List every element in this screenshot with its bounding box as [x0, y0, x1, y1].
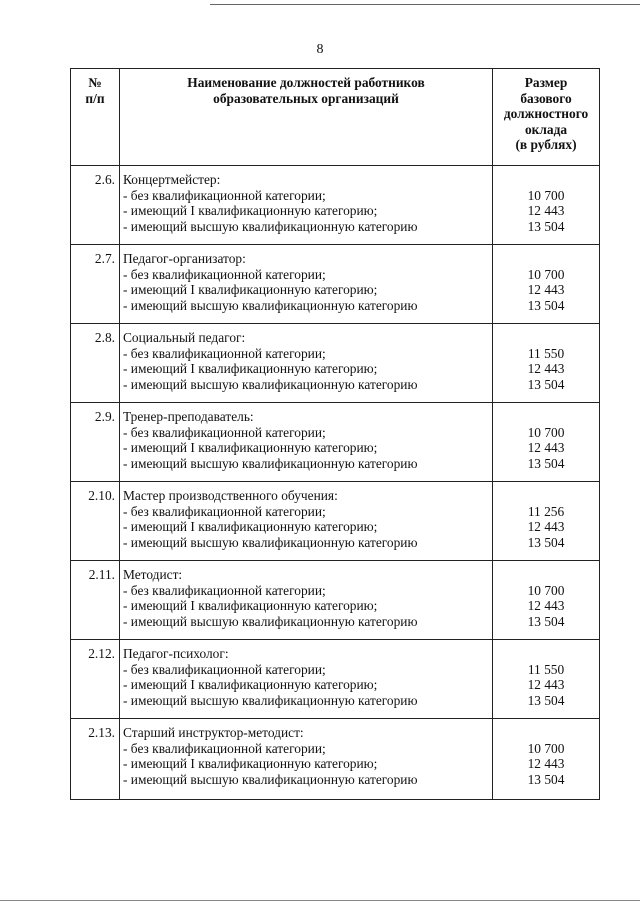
page-number: 8: [316, 42, 324, 57]
salary-value: 13 504: [527, 376, 565, 392]
header-salary-line: должностного: [503, 106, 589, 121]
salary-spacer: [493, 725, 599, 741]
salary-table: [70, 68, 600, 800]
category-line: - имеющий I квалификационную категорию;: [123, 756, 378, 771]
category-line: - имеющий высшую квалификационную категорию: [123, 218, 418, 234]
position-title: Социальный педагог:: [123, 330, 246, 345]
salary-value: 12 443: [527, 598, 565, 613]
salary-cell: [493, 245, 600, 324]
category-line: - без квалификационной категории;: [123, 661, 326, 677]
position-cell: [120, 561, 493, 640]
salary-value: 13 504: [527, 692, 565, 708]
salary-spacer: [493, 646, 599, 662]
table-row: [71, 403, 600, 482]
salary-cell: [493, 640, 600, 719]
salary-cell: [493, 561, 600, 640]
position-cell: [120, 719, 493, 800]
salary-value: 11 550: [527, 345, 565, 361]
salary-value: 10 700: [527, 187, 565, 203]
salary-value: 13 504: [527, 455, 565, 471]
salary-value: 12 443: [527, 440, 565, 455]
header-salary-line: (в рублях): [515, 137, 577, 152]
category-line: - имеющий высшую квалификационную категорию: [123, 771, 418, 787]
salary-value: 13 504: [527, 534, 565, 550]
category-line: - имеющий высшую квалификационную категорию: [123, 613, 418, 629]
salary-cell: [493, 482, 600, 561]
salary-spacer: [493, 251, 599, 267]
category-line: - имеющий I квалификационную категорию;: [123, 440, 378, 455]
category-line: - имеющий I квалификационную категорию;: [123, 677, 378, 692]
salary-value: 10 700: [527, 266, 565, 282]
table-row: [71, 640, 600, 719]
category-line: - без квалификационной категории;: [123, 740, 326, 756]
table-header-row: [71, 69, 600, 166]
category-line: - имеющий I квалификационную категорию;: [123, 203, 378, 218]
scan-edge-line-top: [210, 4, 640, 5]
salary-value: 13 504: [527, 613, 565, 629]
position-title: Педагог-организатор:: [123, 251, 246, 266]
salary-cell: [493, 403, 600, 482]
salary-spacer: [493, 330, 599, 346]
category-line: - имеющий высшую квалификационную категорию: [123, 455, 418, 471]
category-line: - имеющий I квалификационную категорию;: [123, 361, 378, 376]
row-number: 2.10.: [71, 482, 120, 561]
salary-value: 11 550: [527, 661, 565, 677]
table-row: [71, 245, 600, 324]
category-line: - имеющий I квалификационную категорию;: [123, 282, 378, 297]
header-name-line: Наименование должностей работников: [187, 75, 425, 90]
salary-value: 13 504: [527, 218, 565, 234]
salary-value: 10 700: [527, 740, 565, 756]
header-salary-line: базового: [520, 90, 572, 106]
category-line: - без квалификационной категории;: [123, 582, 326, 598]
position-cell: [120, 324, 493, 403]
salary-cell: [493, 719, 600, 800]
position-title: Старший инструктор-методист:: [123, 725, 304, 740]
header-salary-line: Размер: [524, 75, 568, 90]
salary-spacer: [493, 488, 599, 504]
category-line: - без квалификационной категории;: [123, 345, 326, 361]
salary-value: 12 443: [527, 756, 565, 771]
row-number: 2.6.: [71, 166, 120, 245]
salary-value: 12 443: [527, 282, 565, 297]
category-line: - без квалификационной категории;: [123, 424, 326, 440]
header-position-name: [120, 69, 493, 166]
header-number-line: №: [88, 75, 102, 90]
salary-cell: [493, 166, 600, 245]
category-line: - имеющий высшую квалификационную категорию: [123, 534, 418, 550]
salary-spacer: [493, 172, 599, 188]
salary-value: 10 700: [527, 424, 565, 440]
row-number: 2.11.: [71, 561, 120, 640]
salary-value: 12 443: [527, 677, 565, 692]
header-number: [71, 69, 120, 166]
salary-spacer: [493, 409, 599, 425]
row-number: 2.12.: [71, 640, 120, 719]
salary-value: 10 700: [527, 582, 565, 598]
row-number: 2.7.: [71, 245, 120, 324]
position-title: Методист:: [123, 567, 183, 582]
position-cell: [120, 482, 493, 561]
salary-value: 11 256: [527, 503, 565, 519]
table-row: [71, 719, 600, 800]
category-line: - без квалификационной категории;: [123, 503, 326, 519]
salary-value: 12 443: [527, 361, 565, 376]
position-cell: [120, 166, 493, 245]
category-line: - имеющий высшую квалификационную категорию: [123, 297, 418, 313]
position-cell: [120, 245, 493, 324]
salary-spacer: [493, 567, 599, 583]
row-number: 2.13.: [71, 719, 120, 800]
category-line: - имеющий I квалификационную категорию;: [123, 598, 378, 613]
position-cell: [120, 640, 493, 719]
position-title: Педагог-психолог:: [123, 646, 229, 661]
row-number: 2.8.: [71, 324, 120, 403]
category-line: - имеющий высшую квалификационную категорию: [123, 376, 418, 392]
position-cell: [120, 403, 493, 482]
table-row: [71, 482, 600, 561]
header-number-line: п/п: [85, 90, 105, 106]
table-row: [71, 166, 600, 245]
salary-value: 12 443: [527, 519, 565, 534]
row-number: 2.9.: [71, 403, 120, 482]
position-title: Мастер производственного обучения:: [123, 488, 338, 503]
header-salary-line: оклада: [524, 121, 568, 137]
header-salary: [493, 69, 600, 166]
salary-value: 13 504: [527, 771, 565, 787]
table-row: [71, 561, 600, 640]
category-line: - без квалификационной категории;: [123, 266, 326, 282]
salary-cell: [493, 324, 600, 403]
header-name-line: образовательных организаций: [213, 90, 399, 106]
position-title: Концертмейстер:: [123, 172, 221, 187]
scan-edge-line-bottom: [0, 900, 640, 901]
salary-value: 13 504: [527, 297, 565, 313]
position-title: Тренер-преподаватель:: [123, 409, 254, 424]
table-row: [71, 324, 600, 403]
category-line: - имеющий высшую квалификационную категорию: [123, 692, 418, 708]
salary-value: 12 443: [527, 203, 565, 218]
category-line: - без квалификационной категории;: [123, 187, 326, 203]
category-line: - имеющий I квалификационную категорию;: [123, 519, 378, 534]
